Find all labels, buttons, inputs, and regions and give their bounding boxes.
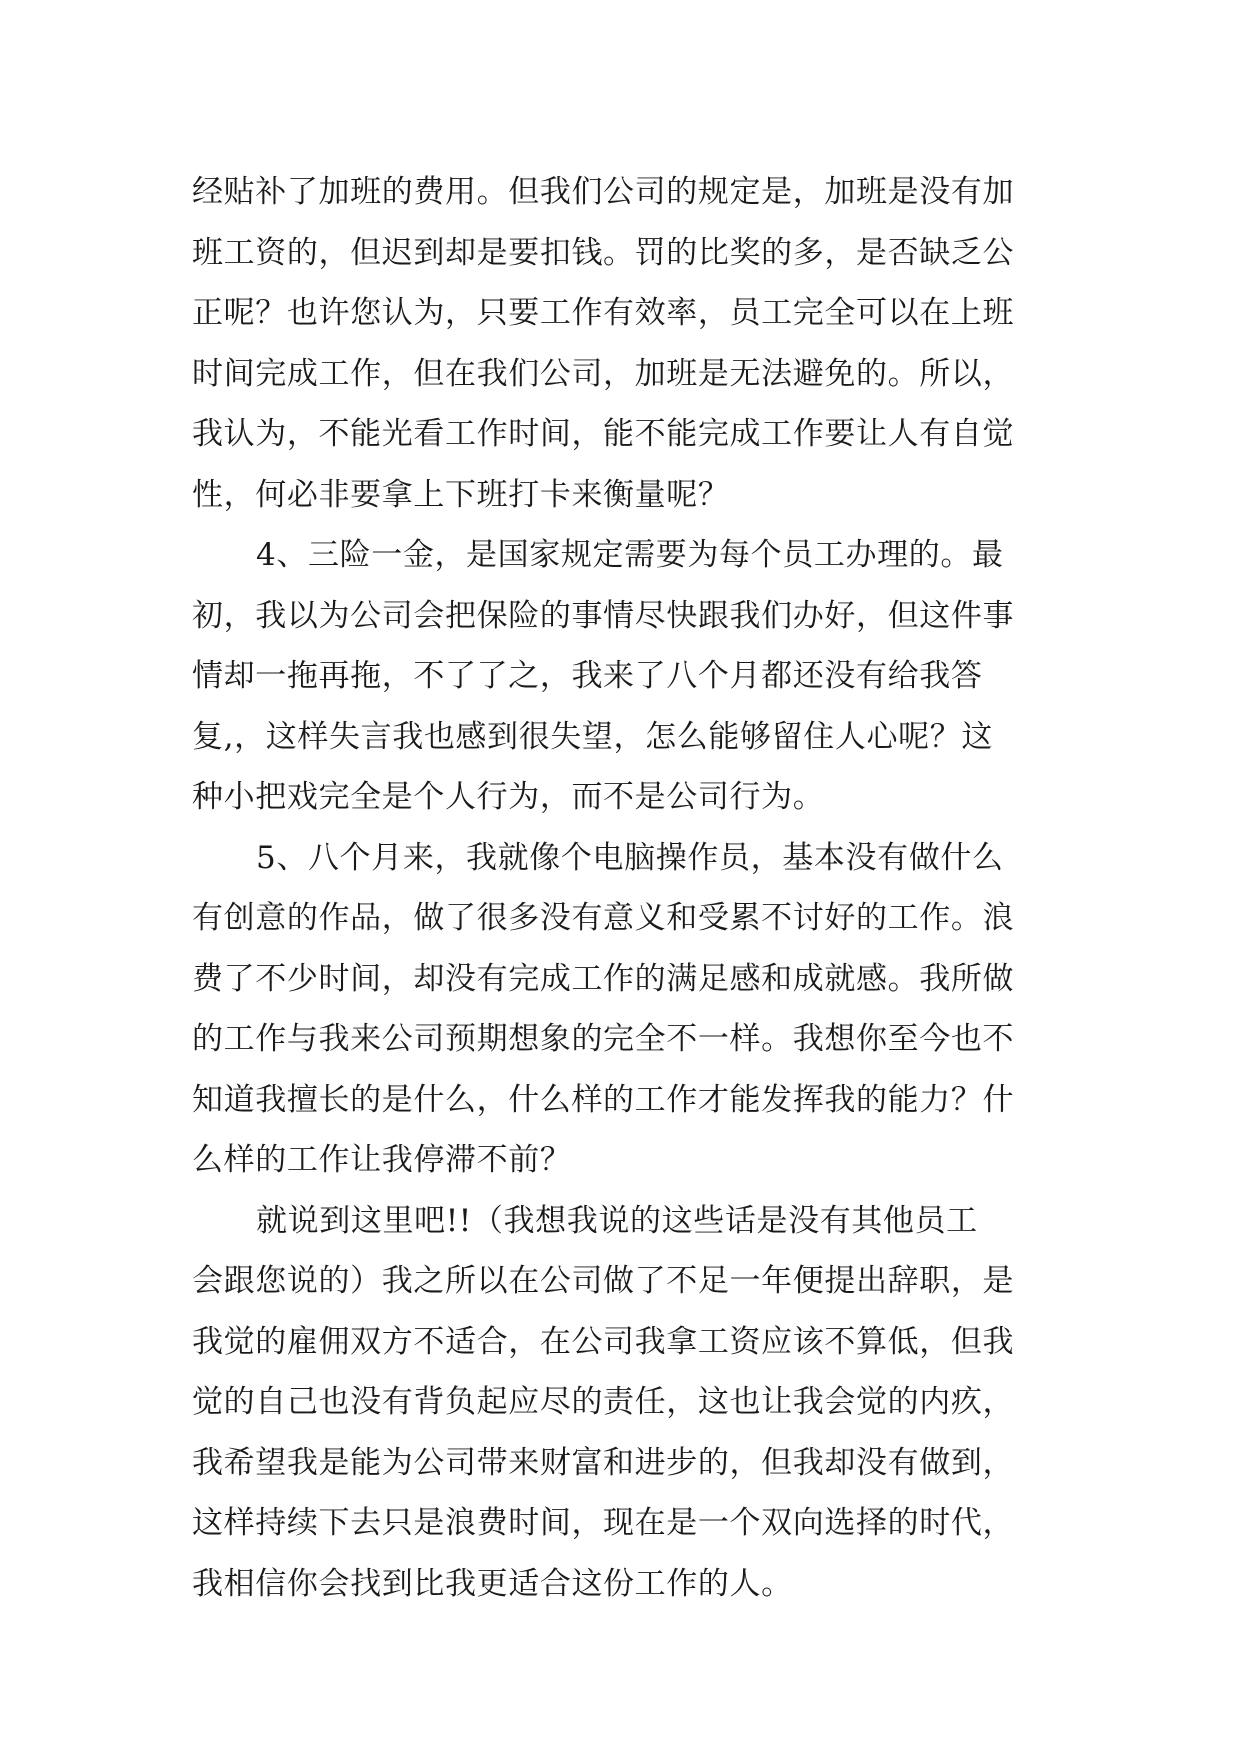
text-line: 知道我擅长的是什么，什么样的工作才能发挥我的能力？什 [192,1081,1015,1118]
text-line: 情却一拖再拖，不了了之，我来了八个月都还没有给我答 [192,658,983,694]
text-line: 我相信你会找到比我更适合这份工作的人。 [192,1565,793,1602]
text-line: 么样的工作让我停滞不前？ [192,1142,572,1178]
text-line: 我觉的雇佣双方不适合，在公司我拿工资应该不算低，但我 [192,1323,1015,1360]
text-line: 班工资的，但迟到却是要扣钱。罚的比奖的多，是否缺乏公 [192,234,1015,271]
document-body [192,162,1052,1614]
paragraph-start-line: 就说到这里吧!!（我想我说的这些话是没有其他员工 [256,1202,978,1239]
text-line: 经贴补了加班的费用。但我们公司的规定是，加班是没有加 [192,174,1015,210]
text-line: 觉的自己也没有背负起应尽的责任，这也让我会觉的内疚， [192,1384,1015,1420]
text-line: 时间完成工作，但在我们公司，加班是无法避免的。所以， [192,355,1015,392]
text-line: 我希望我是能为公司带来财富和进步的，但我却没有做到， [192,1444,1015,1481]
text-line: 费了不少时间，却没有完成工作的满足感和成就感。我所做 [192,960,1015,997]
text-line: 会跟您说的）我之所以在公司做了不足一年便提出辞职，是 [192,1263,1015,1299]
text-line: 这样持续下去只是浪费时间，现在是一个双向选择的时代， [192,1505,1015,1541]
text-line: 正呢？也许您认为，只要工作有效率，员工完全可以在上班 [192,295,1015,331]
paragraph-start-line: 5、八个月来，我就像个电脑操作员，基本没有做什么 [256,839,1004,876]
text-line: 种小把戏完全是个人行为，而不是公司行为。 [192,779,825,815]
paragraph-start-line: 4、三险一金，是国家规定需要为每个员工办理的。最 [256,537,1004,573]
text-line: 性，何必非要拿上下班打卡来衡量呢？ [192,476,730,513]
text-line: 复,，这样失言我也感到很失望，怎么能够留住人心呢？这 [192,718,993,755]
text-line: 的工作与我来公司预期想象的完全不一样。我想你至今也不 [192,1021,1015,1057]
text-line: 我认为，不能光看工作时间，能不能完成工作要让人有自觉 [192,416,1015,452]
text-line: 初，我以为公司会把保险的事情尽快跟我们办好，但这件事 [192,597,1015,634]
text-line: 有创意的作品，做了很多没有意义和受累不讨好的工作。浪 [192,900,1015,936]
